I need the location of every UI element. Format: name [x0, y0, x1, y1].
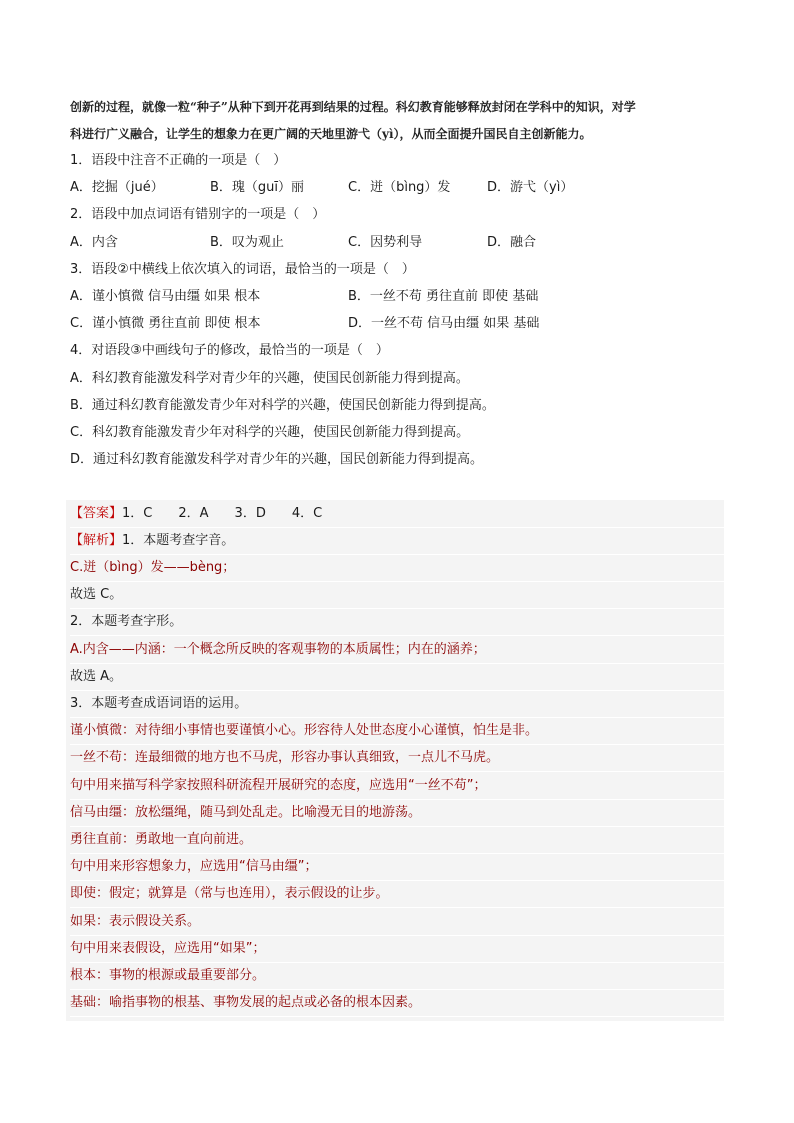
passage-text: [70, 94, 724, 148]
question-list: [70, 147, 730, 473]
passage-line: 创新的过程，就像一粒“种子”从种下到开花再到结果的过程。科幻教育能够释放封闭在学科中的知识，对学: [70, 100, 636, 114]
question-stem: 3．语段②中横线上依次填入的词语，最恰当的一项是（ ）: [70, 261, 415, 277]
analysis-line: 信马由缰：放松缰绳，随马到处乱走。比喻漫无目的地游荡。: [70, 799, 724, 827]
option-a: A．挖掘（jué）: [70, 180, 164, 196]
analysis-line: 2．本题考查字形。: [70, 608, 724, 636]
analysis-line: 如果：表示假设关系。: [70, 908, 724, 936]
analysis-line: 故选 C。: [70, 581, 724, 609]
option-c: C．因势利导: [348, 234, 423, 250]
answer-item: 4．C: [291, 506, 323, 521]
answer-analysis-box: [66, 500, 724, 1021]
option-b: B．瑰（guī）丽: [210, 180, 305, 196]
question-options: [70, 310, 730, 337]
option-d: D．游弋（yì）: [487, 180, 574, 196]
option-c: C．谨小慎微 勇往直前 即使 根本: [70, 316, 261, 332]
analysis-line: 谨小慎微：对待细小事情也要谨慎小心。形容待人处世态度小心谨慎，怕生是非。: [70, 717, 724, 745]
question-stem: 1．语段中注音不正确的一项是（ ）: [70, 153, 287, 168]
analysis-line: C.迸（bìng）发——bèng；: [70, 554, 724, 582]
option-d: D．通过科幻教育能激发科学对青少年的兴趣，国民创新能力得到提高。: [70, 452, 484, 468]
passage-line: 科进行广义融合，让学生的想象力在更广阔的天地里游弋（yì），从而全面提升国民自主创新能力。: [70, 127, 592, 141]
analysis-line: 3．本题考查成语词语的运用。: [70, 690, 724, 718]
option-b: B．通过科幻教育能激发青少年对科学的兴趣，使国民创新能力得到提高。: [70, 397, 495, 413]
analysis-text: 1．本题考查字音。: [122, 533, 235, 548]
option-d: D．一丝不苟 信马由缰 如果 基础: [348, 316, 540, 332]
question-stem: 4．对语段③中画线句子的修改，最恰当的一项是（ ）: [70, 343, 389, 359]
analysis-line: 故选 A。: [70, 663, 724, 691]
option-d: D．融合: [487, 234, 537, 250]
answer-item: 1．C: [122, 506, 153, 521]
answer-item: 3．D: [234, 506, 266, 521]
option-b: B．一丝不苟 勇往直前 即使 基础: [348, 288, 539, 304]
analysis-line: A.内含——内涵：一个概念所反映的客观事物的本质属性；内在的涵养；: [70, 636, 724, 664]
analysis-line: 根本：事物的根源或最重要部分。: [70, 962, 724, 990]
option-a: A．谨小慎微 信马由缰 如果 根本: [70, 288, 261, 304]
option-a: A．内含: [70, 234, 118, 250]
answer-line: [70, 500, 724, 528]
analysis-line: 句中用来描写科学家按照科研流程开展研究的态度，应选用“一丝不苟”；: [70, 772, 724, 800]
answer-item: 2．A: [178, 506, 209, 521]
analysis-line: 句中用来表假设，应选用“如果”；: [70, 935, 724, 963]
option-c: C．迸（bìng）发: [348, 180, 451, 196]
analysis-line: 即使：假定；就算是（常与也连用），表示假设的让步。: [70, 880, 724, 908]
analysis-line: 一丝不苟：连最细微的地方也不马虎，形容办事认真细致，一点儿不马虎。: [70, 744, 724, 772]
question-stem: 2．语段中加点词语有错别字的一项是（ ）: [70, 207, 326, 223]
analysis-line: 勇往直前：勇敢地一直向前进。: [70, 826, 724, 854]
option-c: C．科幻教育能激发青少年对科学的兴趣，使国民创新能力得到提高。: [70, 424, 470, 440]
question-options: [70, 229, 730, 256]
question-options: [70, 283, 730, 310]
analysis-line: 基础：喻指事物的根基、事物发展的起点或必备的根本因素。: [70, 989, 724, 1017]
answer-label: 【答案】: [70, 506, 123, 521]
analysis-label: 【解析】: [70, 533, 123, 548]
analysis-line: [70, 527, 724, 555]
option-a: A．科幻教育能激发科学对青少年的兴趣，使国民创新能力得到提高。: [70, 370, 469, 386]
analysis-line: 句中用来形容想象力，应选用“信马由缰”；: [70, 853, 724, 881]
question-options: [70, 174, 730, 201]
option-b: B．叹为观止: [210, 234, 284, 250]
